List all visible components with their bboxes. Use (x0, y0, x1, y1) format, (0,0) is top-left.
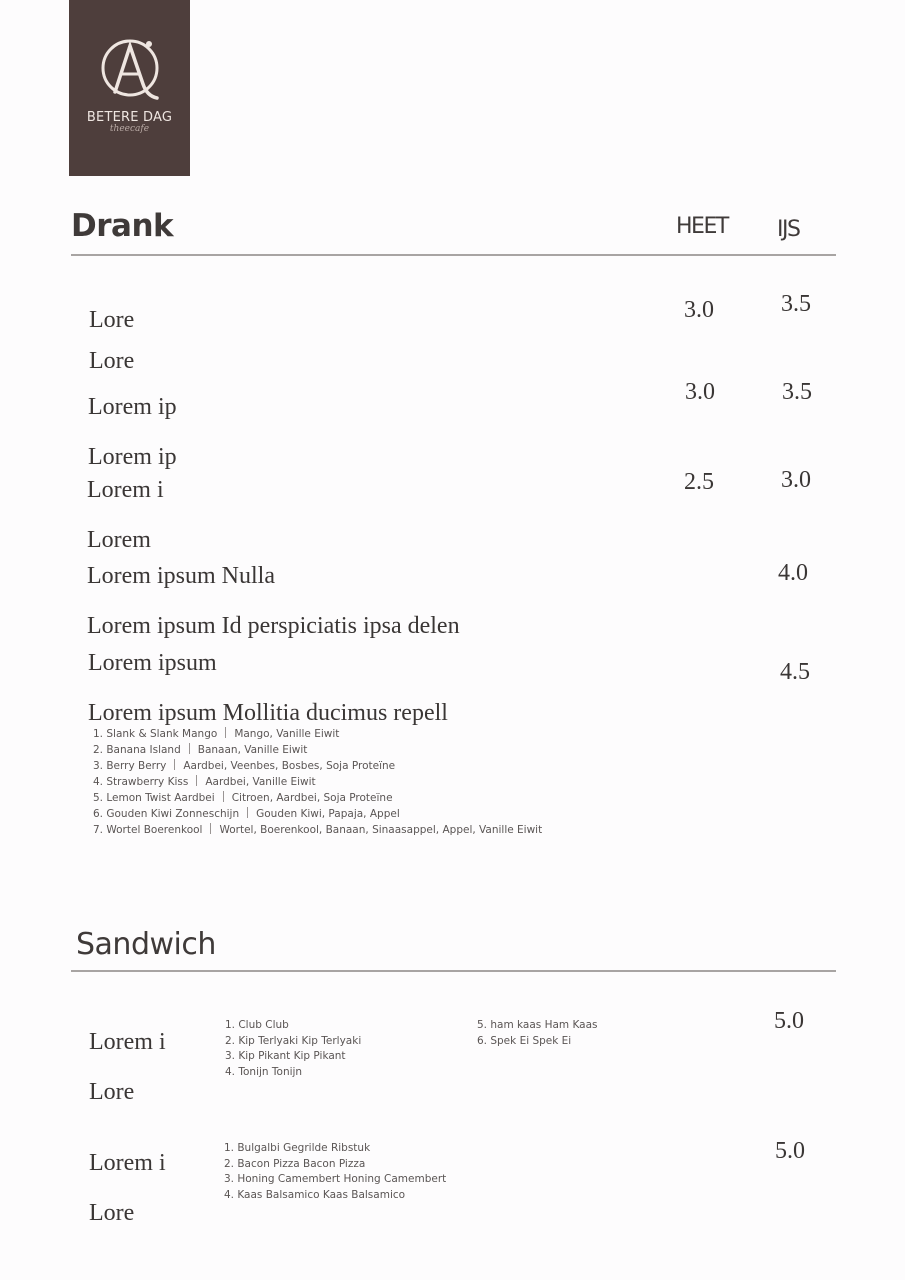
sandwich-list (477, 1018, 598, 1049)
drank-item: Lorem i (87, 477, 164, 503)
price-ice: 3.0 (781, 467, 811, 493)
drank-item: Lorem (87, 527, 151, 553)
sandwich-item: Lore (89, 1079, 135, 1105)
price-hot: 3.0 (684, 297, 714, 323)
price-ice: 3.5 (782, 379, 812, 405)
price-hot: 3.0 (685, 379, 715, 405)
sandwich-title: Sandwich (76, 927, 216, 962)
sandwich-list (224, 1141, 446, 1203)
sandwich-rule (71, 970, 836, 972)
drank-item: Lorem ipsum Nulla (87, 563, 275, 589)
sandwich-item: Lore (89, 1200, 135, 1226)
price-ice: 4.5 (780, 659, 810, 685)
drank-item: Lorem ip (88, 394, 177, 420)
drank-item: Lorem ipsum (88, 650, 217, 676)
smoothie-list (93, 726, 542, 838)
drank-title: Drank (71, 208, 174, 244)
price-ice: 3.5 (781, 291, 811, 317)
list-item: 2. Banana Island Banaan, Vanille Eiwit (93, 744, 308, 756)
sandwich-price: 5.0 (775, 1138, 805, 1164)
list-item: 1. Slank & Slank Mango Mango, Vanille Eiwit (93, 728, 340, 740)
drank-item: Lore (89, 348, 135, 374)
list-item: 4. Tonijn Tonijn (225, 1065, 303, 1078)
sandwich-list (225, 1018, 361, 1080)
drank-rule (71, 254, 836, 256)
list-item: 5. Lemon Twist Aardbei Citroen, Aardbei, Soja Proteïne (93, 792, 393, 804)
logo-monogram-icon (97, 34, 163, 106)
logo-sub: theecafe (109, 124, 150, 134)
list-item: 3. Kip Pikant Kip Pikant (225, 1050, 346, 1062)
drank-item: Lorem ipsum Mollitia ducimus repell (88, 700, 448, 726)
drank-item: Lorem ipsum Id perspiciatis ipsa delen (87, 613, 460, 639)
list-item: 4. Strawberry Kiss Aardbei, Vanille Eiwit (93, 776, 316, 788)
list-item: 2. Kip Terlyaki Kip Terlyaki (225, 1034, 362, 1047)
list-item: 3. Berry Berry Aardbei, Veenbes, Bosbes, Soja Proteïne (93, 760, 396, 772)
list-item: 6. Spek Ei Spek Ei (477, 1034, 572, 1047)
list-item: 4. Kaas Balsamico Kaas Balsamico (224, 1188, 406, 1201)
logo (69, 0, 190, 176)
list-item: 1. Club Club (225, 1019, 289, 1031)
col-head-hot: HEET (676, 214, 728, 239)
logo-brand: BETERE DAG (86, 110, 173, 125)
drank-item: Lorem ip (88, 444, 177, 470)
sandwich-price: 5.0 (774, 1008, 804, 1034)
sandwich-item: Lorem i (89, 1150, 166, 1176)
list-item: 7. Wortel Boerenkool Wortel, Boerenkool, Banaan, Sinaasappel, Appel, Vanille Eiwit (93, 824, 543, 836)
list-item: 6. Gouden Kiwi Zonneschijn Gouden Kiwi, Papaja, Appel (93, 808, 400, 820)
list-item: 2. Bacon Pizza Bacon Pizza (224, 1157, 366, 1170)
col-head-ice: IJS (777, 217, 800, 242)
list-item: 3. Honing Camembert Honing Camembert (224, 1173, 447, 1185)
drank-item: Lore (89, 307, 135, 333)
sandwich-item: Lorem i (89, 1029, 166, 1055)
price-ice: 4.0 (778, 560, 808, 586)
list-item: 1. Bulgalbi Gegrilde Ribstuk (224, 1142, 371, 1154)
list-item: 5. ham kaas Ham Kaas (477, 1019, 598, 1031)
price-hot: 2.5 (684, 469, 714, 495)
